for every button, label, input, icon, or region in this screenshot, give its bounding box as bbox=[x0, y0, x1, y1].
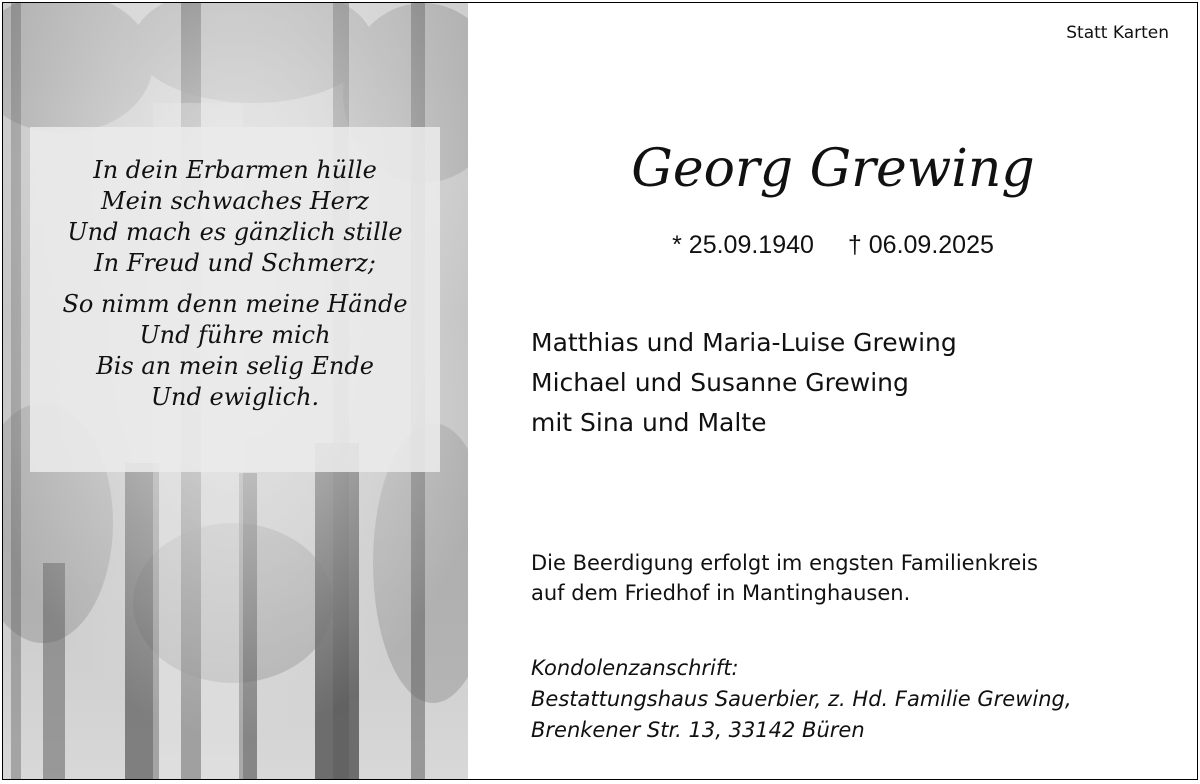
condolence-line: Brenkener Str. 13, 33142 Büren bbox=[531, 718, 865, 742]
family-line: Matthias und Maria-Luise Grewing bbox=[531, 328, 957, 357]
obituary-card bbox=[2, 2, 1198, 780]
poem-line: In dein Erbarmen hülle bbox=[93, 156, 377, 184]
family-line: mit Sina und Malte bbox=[531, 408, 767, 437]
poem-box bbox=[30, 127, 440, 472]
poem-line: Mein schwaches Herz bbox=[101, 187, 369, 215]
family-line: Michael und Susanne Grewing bbox=[531, 368, 909, 397]
poem-stanza-2 bbox=[30, 289, 440, 413]
condolence-line: Bestattungshaus Sauerbier, z. Hd. Familie Grewing, bbox=[531, 687, 1072, 711]
life-dates bbox=[503, 231, 1163, 260]
poem-stanza-1 bbox=[30, 155, 440, 279]
forest-photo bbox=[3, 3, 468, 779]
birth-date: * 25.09.1940 bbox=[672, 231, 814, 259]
condolence-address bbox=[531, 653, 1072, 746]
funeral-line: Die Beerdigung erfolgt im engsten Familienkreis bbox=[531, 551, 1038, 575]
funeral-line: auf dem Friedhof in Mantinghausen. bbox=[531, 581, 911, 605]
family-list bbox=[531, 323, 957, 443]
poem-line: Und führe mich bbox=[139, 321, 331, 349]
poem-line: Bis an mein selig Ende bbox=[96, 352, 374, 380]
death-date: † 06.09.2025 bbox=[847, 231, 994, 259]
poem-line: So nimm denn meine Hände bbox=[62, 290, 408, 318]
funeral-notice bbox=[531, 548, 1038, 608]
poem-line: In Freud und Schmerz; bbox=[94, 249, 376, 277]
poem bbox=[30, 155, 440, 423]
deceased-name: Georg Grewing bbox=[631, 139, 1035, 199]
statt-karten-label: Statt Karten bbox=[1066, 23, 1169, 43]
poem-line: Und ewiglich. bbox=[150, 383, 320, 411]
poem-line: Und mach es gänzlich stille bbox=[67, 218, 403, 246]
condolence-title: Kondolenzanschrift: bbox=[531, 656, 739, 680]
